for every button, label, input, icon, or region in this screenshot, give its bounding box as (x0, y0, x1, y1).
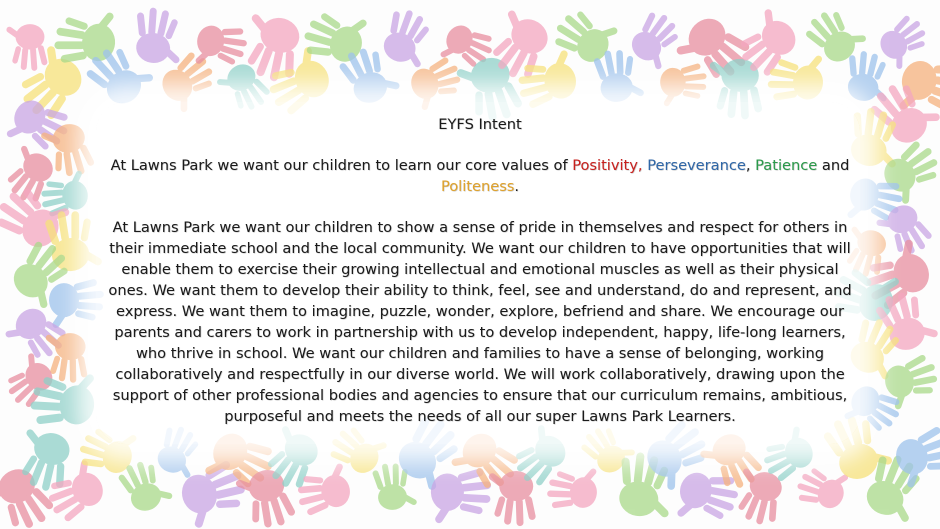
intent-paragraph: At Lawns Park we want our children to show a sense of pride in themselves and respect for others in their immediate school and the local community. We want our children to have opportunities that will enable them to exercise their growing intellectual and emotional muscles as well as their physical ones. We want them to develop their ability to think, feel, see and understand, do and represent, and express. We want them to imagine, puzzle, wonder, explore, befriend and share. We encourage our parents and carers to work in partnership with us to develop independent, happy, life-long learners, who thrive in school. We want our children and families to have a sense of belonging, working collaboratively and respectfully in our diverse world. We will work collaboratively, drawing upon the support of other professional bodies and agencies to ensure that our curriculum remains, ambitious, purposeful and meets the needs of all our super Lawns Park Learners. (108, 219, 852, 425)
value-patience: Patience (755, 157, 818, 174)
values-period: . (514, 178, 520, 195)
handprint-icon (375, 4, 440, 71)
handprint-icon (5, 24, 48, 71)
handprint-icon (800, 0, 870, 70)
core-values-statement (98, 155, 862, 197)
value-perseverance: Perseverance (647, 157, 746, 174)
value-politeness: Politeness (440, 178, 515, 195)
handprint-icon (130, 5, 188, 67)
value-positivity: Positivity, (572, 157, 643, 174)
handprint-icon (842, 49, 895, 105)
values-intro: At Lawns Park we want our children to learn our core values of (110, 157, 568, 174)
values-and: and (821, 157, 850, 174)
handprint-icon (623, 6, 690, 73)
values-comma: , (745, 157, 751, 174)
content (98, 114, 862, 427)
page-title: EYFS Intent (438, 116, 522, 133)
handprint-icon (659, 62, 708, 107)
handprint-icon (545, 463, 599, 513)
